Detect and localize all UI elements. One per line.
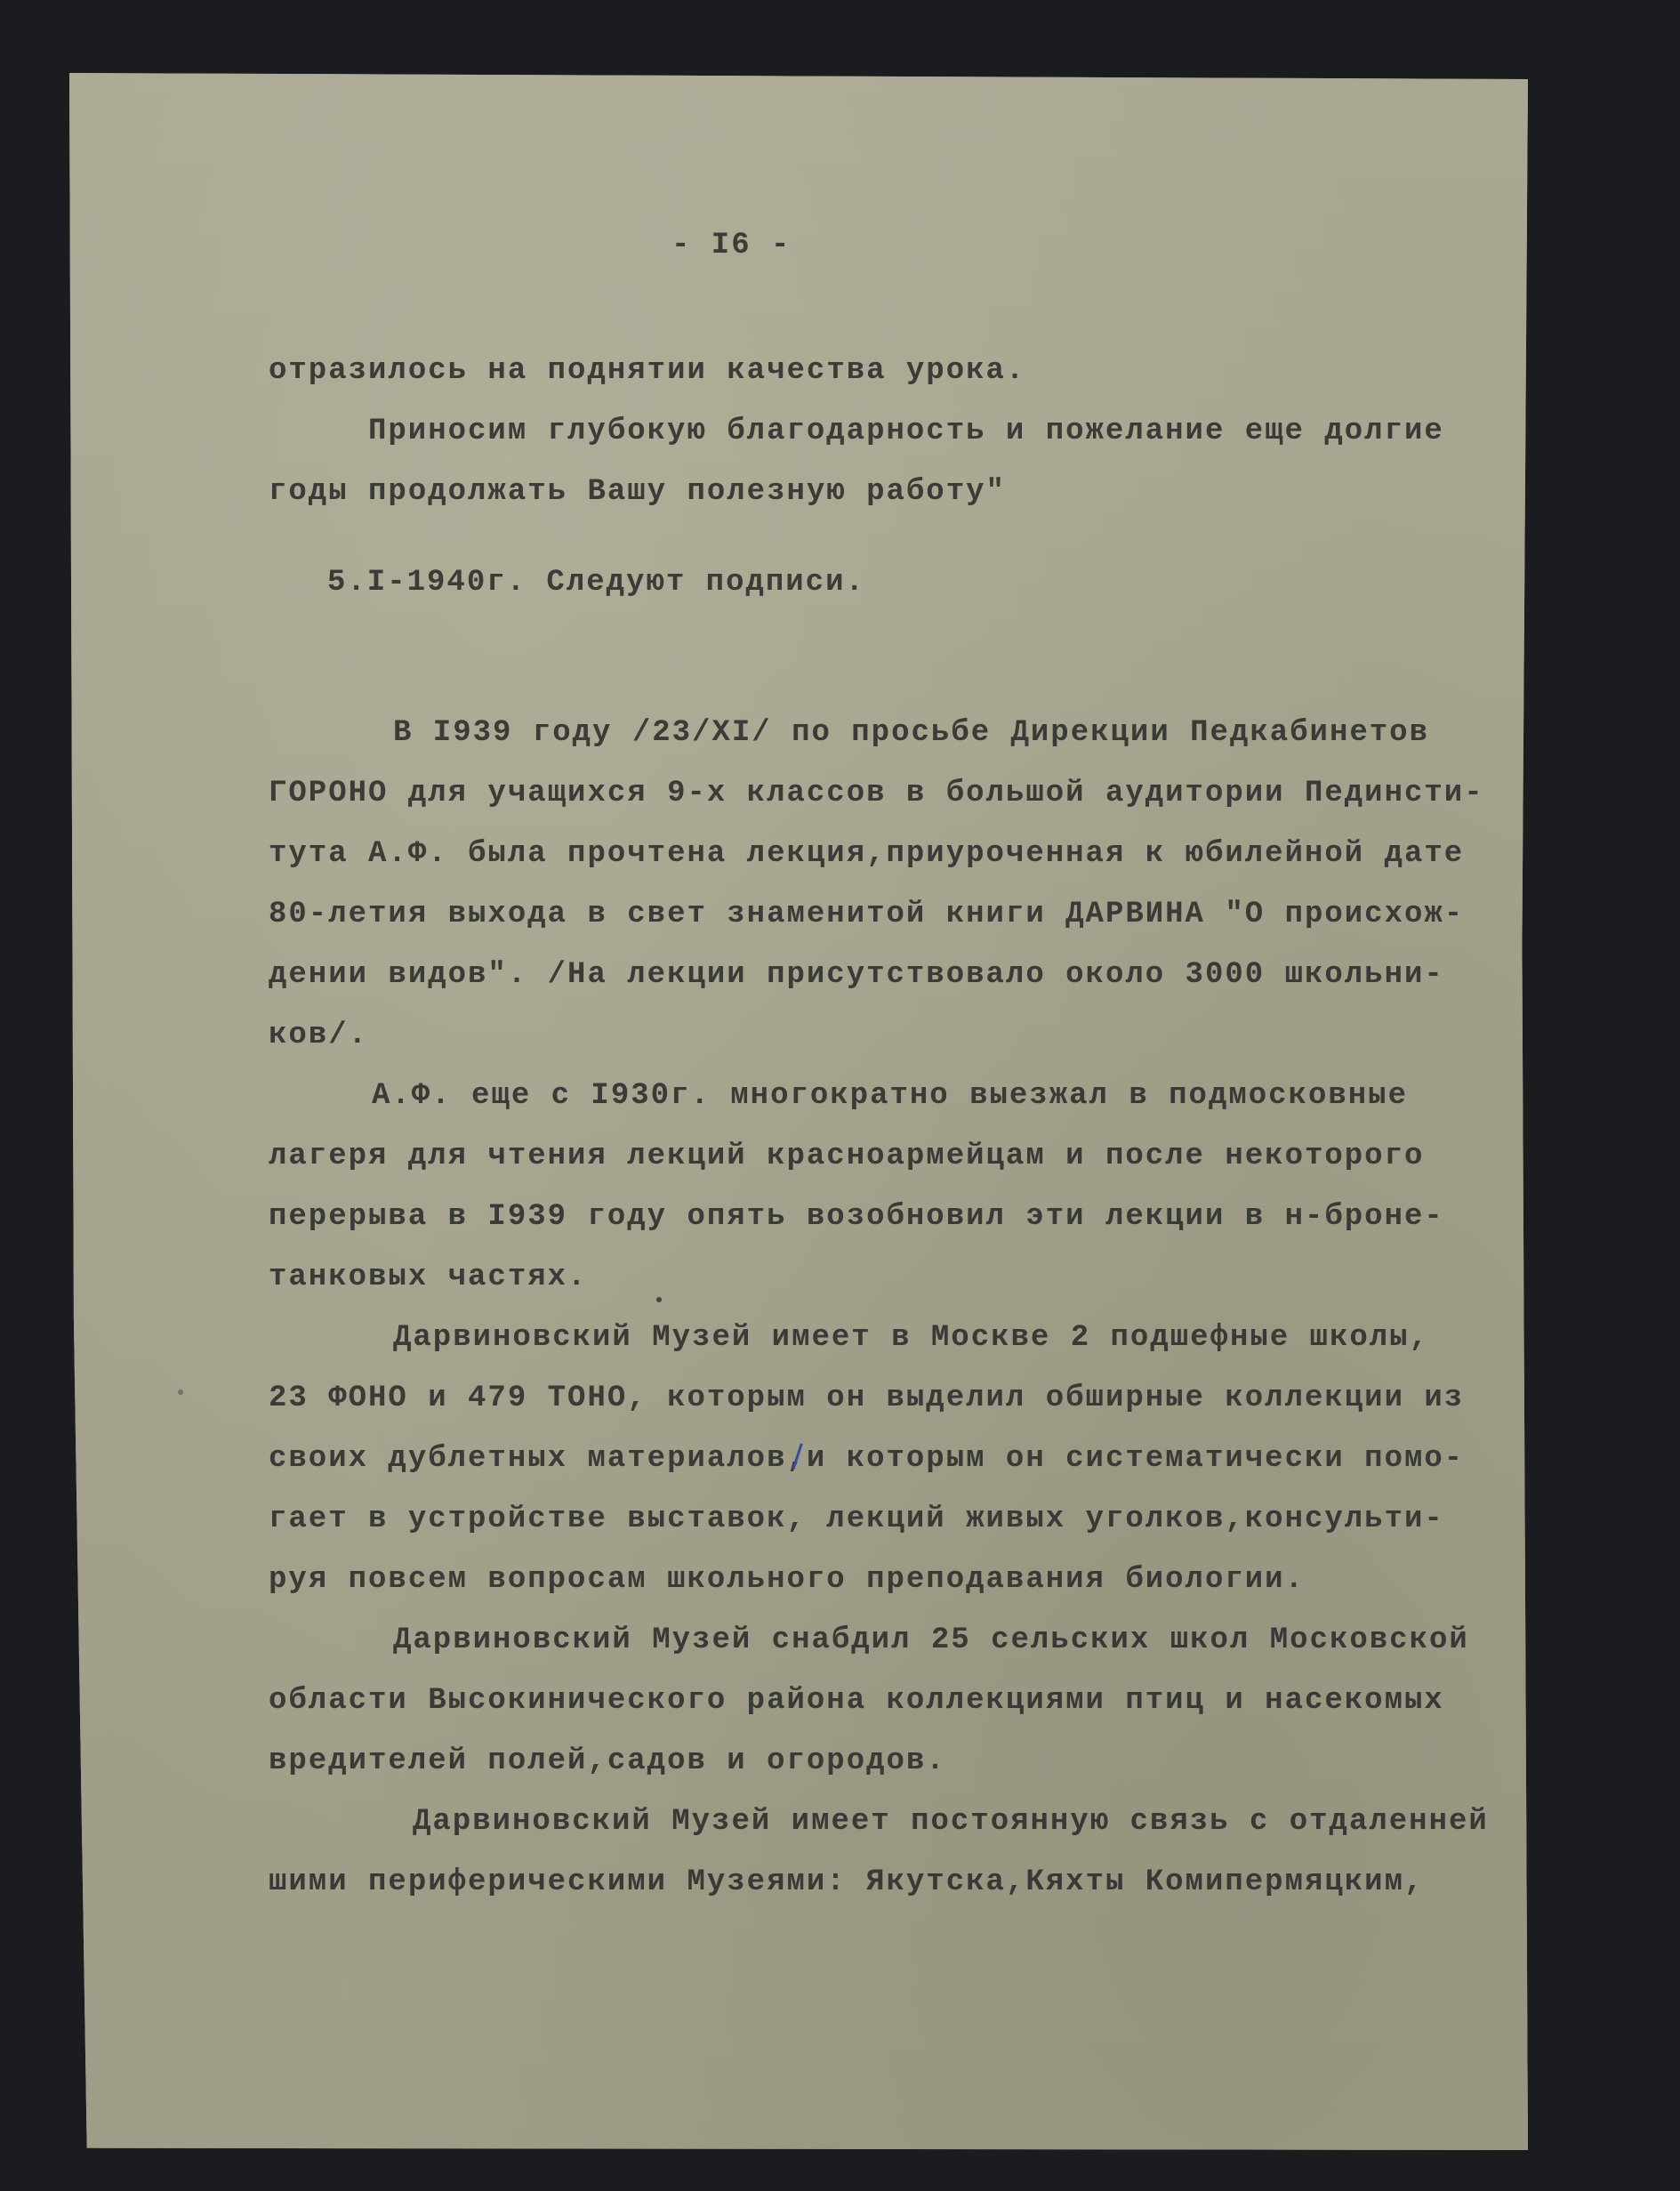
text-line: Дарвиновский Музей имеет постоянную связь с отдаленней [413,1805,1489,1839]
text-line: годы продолжать Вашу полезную работу" [269,475,1006,509]
text-line: Дарвиновский Музей имеет в Москве 2 подшефные школы, [393,1321,1429,1355]
text-line: перерыва в I939 году опять возобновил эти лекции в н-броне- [269,1200,1444,1234]
text-line: отразилось на поднятии качества урока. [269,354,1026,388]
text-line: тута А.Ф. была прочтена лекция,приуроченная к юбилейной дате [269,837,1465,871]
text-line: лагеря для чтения лекций красноармейцам и после некоторого [269,1140,1425,1173]
text-line: ГОРОНО для учащихся 9-х классов в большой аудитории Пединсти- [269,777,1484,810]
text-line: гает в устройстве выставок, лекций живых уголков,консульти- [269,1502,1444,1536]
signature-date-line: 5.I-1940г. Следуют подписи. [327,566,865,600]
text-line: 80-летия выхода в свет знаменитой книги ДАРВИНА "О происхож- [269,898,1465,931]
text-line: своих дублетных материалов,и которым он систематически помо- [269,1442,1465,1476]
text-line: А.Ф. еще с I930г. многократно выезжал в подмосковные [372,1079,1408,1113]
text-line: 23 ФОНО и 479 ТОНО, которым он выделил обширные коллекции из [269,1381,1465,1415]
page-number: - I6 - [671,229,792,262]
text-line: области Высокинического района коллекциями птиц и насекомых [269,1684,1444,1718]
text-line: В I939 году /23/XI/ по просьбе Дирекции Педкабинетов [393,716,1429,750]
text-line: шими периферическими Музеями: Якутска,Кяхты Комипермяцким, [269,1865,1425,1899]
text-line: танковых частях. [269,1261,588,1294]
text-line: ков/. [269,1019,369,1052]
text-line: вредителей полей,садов и огородов. [269,1744,946,1778]
ink-dot-mark [656,1297,662,1302]
text-line: руя повсем вопросам школьного преподавания биологии. [269,1563,1305,1597]
paper-speck [178,1390,183,1395]
text-line: Приносим глубокую благодарность и пожелание еще долгие [368,415,1444,448]
text-line: дении видов". /На лекции присутствовало около 3000 школьни- [269,958,1444,992]
text-line: Дарвиновский Музей снабдил 25 сельских школ Московской [393,1623,1469,1657]
